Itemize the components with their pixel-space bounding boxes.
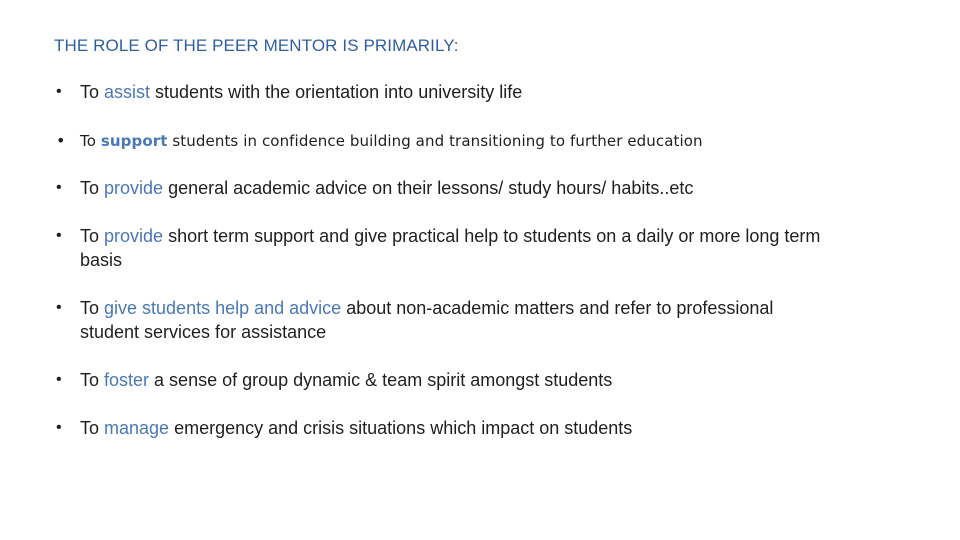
- bullet-highlight: manage: [104, 418, 170, 438]
- slide-title: THE ROLE OF THE PEER MENTOR IS PRIMARILY:: [54, 36, 459, 55]
- bullet-dot: •: [56, 419, 62, 436]
- bullet-pre: To: [80, 370, 105, 390]
- bullet-highlight: assist: [104, 82, 151, 102]
- bullet-dot: •: [56, 227, 62, 244]
- bullet-highlight: foster: [104, 370, 150, 390]
- bullet-highlight: provide: [104, 178, 164, 198]
- bullet-highlight: give students help and advice: [104, 298, 342, 318]
- bullet-pre: To: [80, 178, 105, 198]
- bullet-dot: •: [56, 371, 62, 388]
- bullet-post: emergency and crisis situations which impact on students: [169, 418, 633, 438]
- bullet-post: general academic advice on their lessons/ study hours/ habits..etc: [163, 178, 694, 198]
- bullet-dot: •: [56, 83, 62, 100]
- bullet-post: students in confidence building and transitioning to further education: [167, 132, 703, 150]
- bullet-highlight: support: [100, 132, 168, 150]
- bullet-pre: To: [80, 418, 105, 438]
- bullet-pre: To: [80, 226, 105, 246]
- bullet-text: [80, 368, 840, 392]
- bullet-pre: To: [80, 298, 105, 318]
- bullet-post: about non-academic matters and refer to professional student services for assistance: [80, 298, 774, 342]
- bullet-highlight: provide: [104, 226, 164, 246]
- bullet-post: a sense of group dynamic & team spirit amongst students: [149, 370, 613, 390]
- bullet-dot: •: [56, 131, 66, 150]
- bullet-text: [80, 80, 840, 104]
- bullet-text: [80, 224, 830, 272]
- bullet-pre: To: [80, 132, 101, 150]
- bullet-pre: To: [80, 82, 105, 102]
- bullet-text: [80, 129, 840, 153]
- bullet-text: [80, 296, 780, 344]
- bullet-post: students with the orientation into university life: [150, 82, 523, 102]
- bullet-dot: •: [56, 299, 62, 316]
- bullet-text: [80, 176, 840, 200]
- bullet-post: short term support and give practical help to students on a daily or more long term basis: [80, 226, 821, 270]
- bullet-dot: •: [56, 179, 62, 196]
- bullet-text: [80, 416, 840, 440]
